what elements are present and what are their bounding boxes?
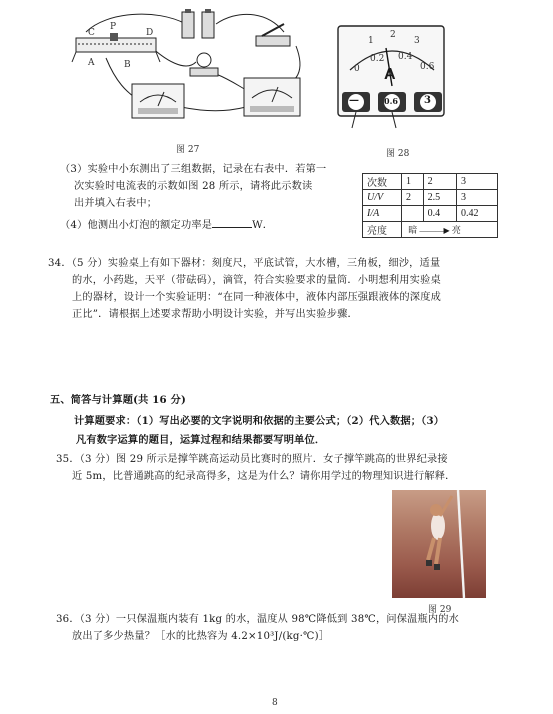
table-cell: 亮度 <box>363 222 402 238</box>
q33-part4 <box>60 216 273 233</box>
table-cell: 1 <box>402 174 424 190</box>
q33-part3-line1: （3）实验中小东测出了三组数据，记录在右表中．若第一 <box>60 164 327 175</box>
table-cell: 0.42 <box>456 206 497 222</box>
circuit-diagram <box>66 2 326 134</box>
table-row <box>363 206 498 222</box>
brightness-dark: 暗 <box>408 225 418 235</box>
figure-29-caption: 图 29 <box>428 605 452 615</box>
q34-line3: 上的器材，设计一个实验证明：“在同一种液体中，液体内部压强跟液体的深度成 <box>72 292 441 303</box>
q35-line1: 35．（3 分）图 29 所示是撑竿跳高运动员比赛时的照片．女子撑竿跳高的世界纪录接 <box>56 454 448 465</box>
table-cell: I/A <box>363 206 402 222</box>
pole-vaulter-illustration <box>392 490 486 598</box>
q34-line2: 的水，小药匙，天平（带砝码），滴管，符合实验要求的量筒．小明想利用实验桌 <box>72 275 441 286</box>
page-number: 8 <box>272 698 278 708</box>
table-row <box>363 222 498 238</box>
brightness-bright: 亮 <box>451 225 461 235</box>
figure-28-caption: 图 28 <box>386 149 410 159</box>
label-b: B <box>124 60 131 70</box>
ammeter-terminal-minus: — <box>349 95 359 106</box>
table-cell: 2.5 <box>423 190 456 206</box>
arrow-right-icon: ———▶ <box>419 226 450 235</box>
q33-part4-prefix: （4）他测出小灯泡的额定功率是 <box>60 220 213 231</box>
label-a: A <box>88 58 95 68</box>
data-table <box>362 173 498 238</box>
q33-part3-line2: 次实验时电流表的示数如图 28 所示，请将此示数读 <box>74 181 313 192</box>
q34-line4: 正比”．请根据上述要求帮助小明设计实验，并写出实验步骤． <box>72 309 358 320</box>
table-cell: U/V <box>363 190 402 206</box>
q34-line1: 34．（5 分）实验桌上有如下器材：刻度尺，平底试管，大水槽，三角板，细沙，适量 <box>48 258 441 269</box>
table-cell: 3 <box>456 190 497 206</box>
q33-part4-suffix: W． <box>252 220 274 231</box>
pole-vault-photo <box>392 490 486 598</box>
ammeter-upper-2: 2 <box>390 30 396 40</box>
ammeter-unit: A <box>384 66 396 83</box>
label-d: D <box>146 28 154 38</box>
ammeter-scale-0: 0 <box>354 64 360 74</box>
table-row <box>363 190 498 206</box>
q35-line2: 近 5m，比普通跳高的纪录高得多，这是为什么？请你用学过的物理知识进行解释． <box>72 471 456 482</box>
table-cell: 2 <box>423 174 456 190</box>
ammeter-terminal-3: 3 <box>424 95 431 106</box>
ammeter-scale-3: 0.6 <box>420 62 435 72</box>
table-row <box>363 174 498 190</box>
ammeter-upper-1: 1 <box>368 36 374 46</box>
q33-answer-blank[interactable] <box>212 216 252 228</box>
figure-27 <box>66 2 326 134</box>
q36-line1: 36．（3 分）一只保温瓶内装有 1kg 的水，温度从 98℃降低到 38℃，问保温瓶内的水 <box>56 614 460 625</box>
table-cell-blank[interactable] <box>402 206 424 222</box>
table-cell: 0.4 <box>423 206 456 222</box>
q33-part3-line3: 出并填入右表中； <box>74 198 158 209</box>
label-c: C <box>88 28 95 38</box>
section-5-requirement-line2: 凡有数字运算的题目，运算过程和结果都要写明单位． <box>76 434 326 446</box>
section-5-title: 五、简答与计算题(共 16 分) <box>50 394 186 406</box>
label-p: P <box>110 22 117 32</box>
ammeter-scale-2: 0.4 <box>398 52 413 62</box>
figure-28 <box>336 24 448 130</box>
table-cell: 次数 <box>363 174 402 190</box>
figure-27-caption: 图 27 <box>176 145 200 155</box>
ammeter-scale-1: 0.2 <box>370 54 385 64</box>
q36-line2: 放出了多少热量？［水的比热容为 4.2×10³J/(kg·℃)］ <box>72 631 330 642</box>
ammeter-terminal-06: 0.6 <box>384 96 398 106</box>
ammeter-upper-3: 3 <box>414 36 420 46</box>
section-5-requirement-line1: 计算题要求：（1）写出必要的文字说明和依据的主要公式；（2）代入数据；（3） <box>74 415 445 427</box>
table-cell: 3 <box>456 174 497 190</box>
brightness-trend <box>402 222 498 238</box>
table-cell: 2 <box>402 190 424 206</box>
